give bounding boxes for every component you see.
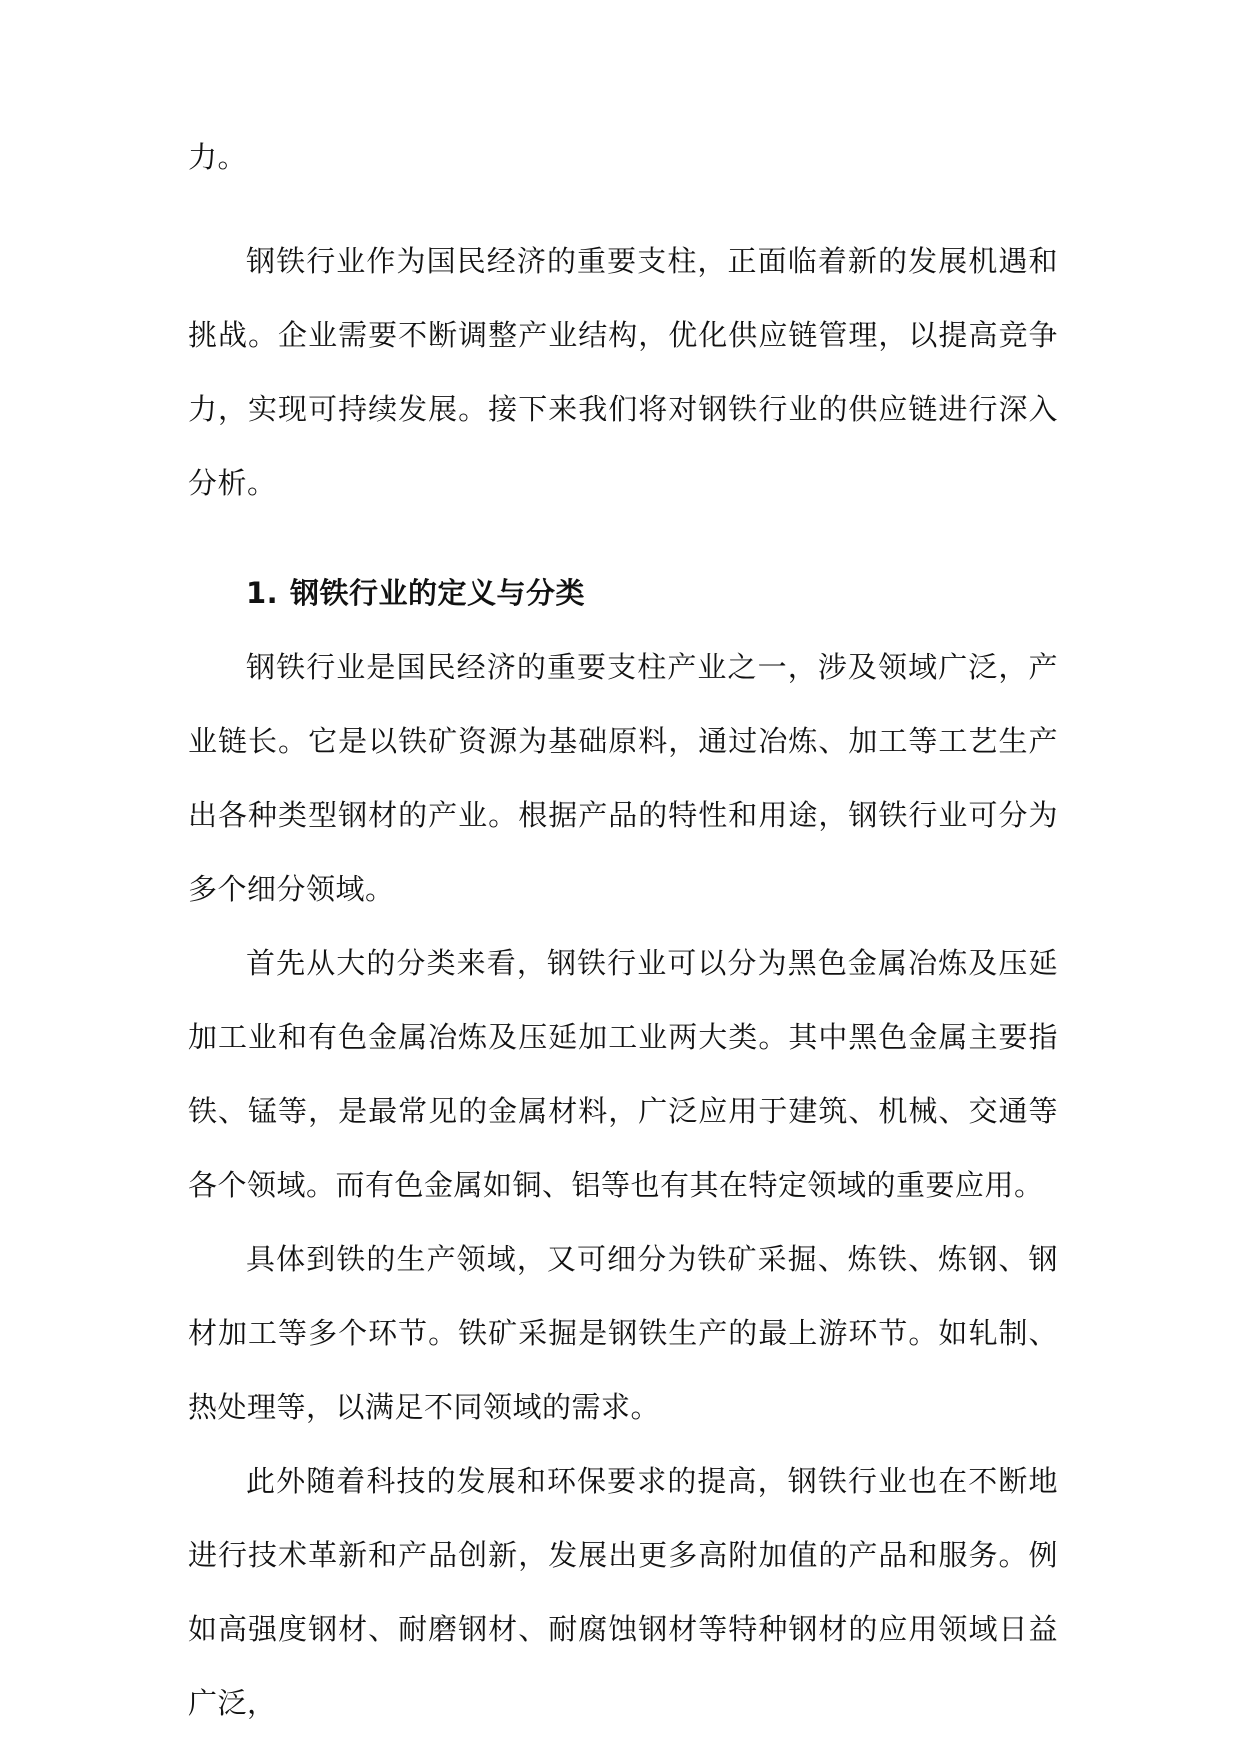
section-title: 钢铁行业的定义与分类 [290, 576, 586, 610]
section-number: 1. [246, 576, 279, 610]
paragraph-innovation: 此外随着科技的发展和环保要求的提高，钢铁行业也在不断地进行技术革新和产品创新，发展出更多高附加值的产品和服务。例如高强度钢材、耐磨钢材、耐腐蚀钢材等特种钢材的应用领域日益广泛， [188, 1464, 1058, 1720]
paragraph-gap [188, 520, 1058, 556]
paragraph-iron-production: 具体到铁的生产领域，又可细分为铁矿采掘、炼铁、炼钢、钢材加工等多个环节。铁矿采掘是钢铁生产的最上游环节。如轧制、热处理等，以满足不同领域的需求。 [188, 1242, 1058, 1424]
paragraph-continuation: 力。 [188, 140, 248, 174]
section-heading [188, 556, 1058, 630]
paragraph-gap [188, 194, 1058, 224]
paragraph-classification: 首先从大的分类来看，钢铁行业可以分为黑色金属冶炼及压延加工业和有色金属冶炼及压延加工业两大类。其中黑色金属主要指铁、锰等，是最常见的金属材料，广泛应用于建筑、机械、交通等各个领域。而有色金属如铜、铝等也有其在特定领域的重要应用。 [188, 946, 1058, 1202]
body-text [188, 120, 1058, 1740]
paragraph-intro: 钢铁行业作为国民经济的重要支柱，正面临着新的发展机遇和挑战。企业需要不断调整产业结构，优化供应链管理，以提高竞争力，实现可持续发展。接下来我们将对钢铁行业的供应链进行深入分析。 [188, 244, 1058, 500]
paragraph-definition: 钢铁行业是国民经济的重要支柱产业之一，涉及领域广泛，产业链长。它是以铁矿资源为基础原料，通过冶炼、加工等工艺生产出各种类型钢材的产业。根据产品的特性和用途，钢铁行业可分为多个细分领域。 [188, 650, 1058, 906]
